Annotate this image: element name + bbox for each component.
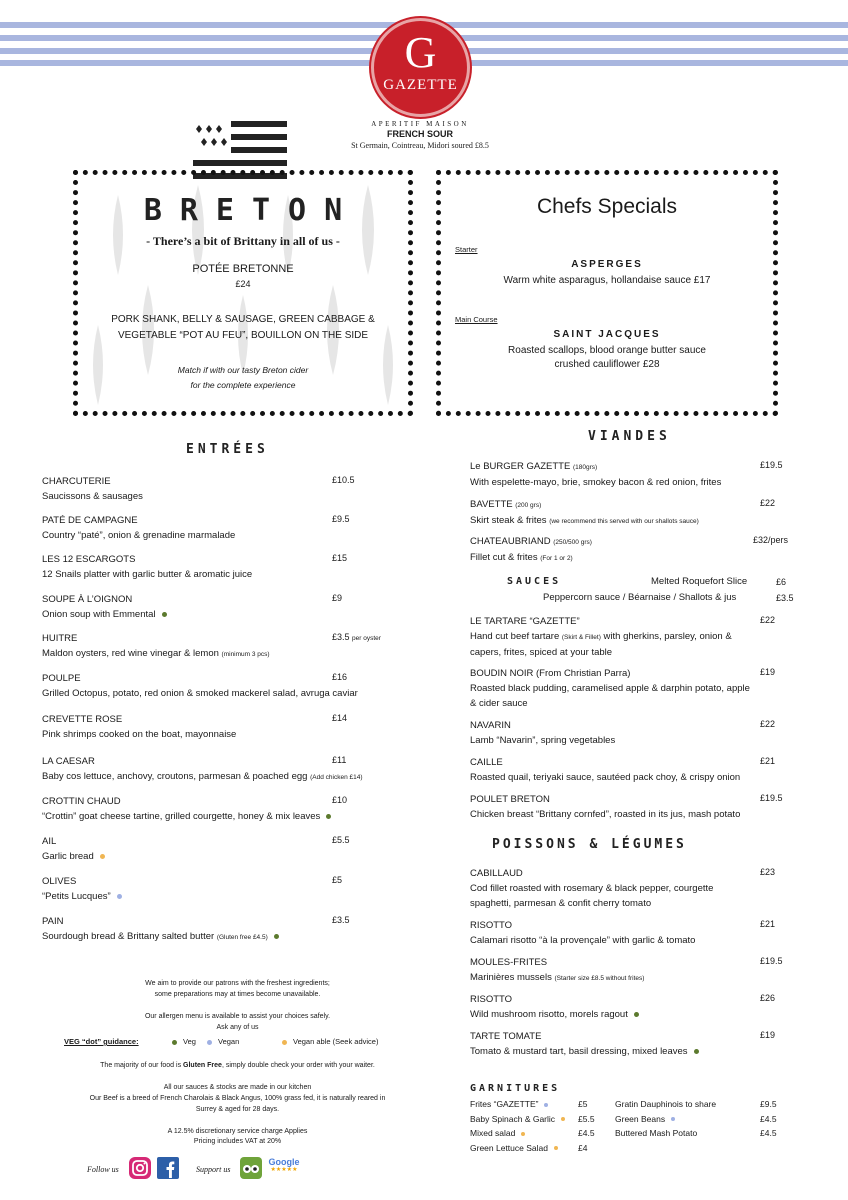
viande-name: LE TARTARE “GAZETTE” bbox=[470, 616, 580, 627]
viande-desc: Hand cut beef tartare bbox=[470, 631, 560, 642]
entrees-heading: ENTRÉES bbox=[186, 442, 269, 457]
sauce-list: Peppercorn sauce / Béarnaise / Shallots & jus bbox=[543, 592, 737, 603]
footer-fresh-2: some preparations may at times become unavailable. bbox=[154, 991, 321, 998]
chefs-specials-title: Chefs Specials bbox=[536, 195, 678, 218]
veg-dot-icon bbox=[162, 612, 167, 617]
viande-desc: Skirt steak & frites bbox=[470, 515, 547, 526]
poisson-desc: Cod fillet roasted with rosemary & black pepper, courgette bbox=[470, 883, 714, 894]
veg-dot-icon bbox=[634, 1012, 639, 1017]
garniture-name: Green Beans bbox=[615, 1113, 666, 1124]
entree-name: HUITRE bbox=[42, 633, 78, 644]
entree-price bbox=[332, 915, 350, 925]
advice-dot-icon bbox=[100, 854, 105, 859]
footer-beef-1: Our Beef is a breed of French Charolais & Black Angus, 100% grass fed, it is naturally reared in bbox=[89, 1095, 386, 1102]
viande-item bbox=[470, 755, 810, 785]
entree-name: OLIVES bbox=[42, 876, 77, 887]
breton-match-line2: for the complete experience bbox=[190, 380, 296, 390]
legend-vegan-label: Vegan bbox=[218, 1037, 240, 1046]
sauce-list-price: £3.5 bbox=[776, 593, 794, 603]
aperitif-label: APERITIF MAISON bbox=[371, 120, 469, 128]
viande-desc-line bbox=[470, 550, 810, 566]
viande-name-line bbox=[470, 718, 810, 733]
viande-name-note: (250/500 grs) bbox=[553, 539, 592, 546]
breton-tagline: - There’s a bit of Brittany in all of us - bbox=[146, 234, 340, 248]
viande-desc: Chicken breast “Brittany cornfed”, roasted in its jus, mash potato bbox=[470, 809, 741, 820]
viande-name-note: (200 grs) bbox=[515, 502, 542, 509]
main-course-desc-1: Roasted scallops, blood orange butter sauce bbox=[508, 345, 706, 356]
poisson-item bbox=[470, 992, 810, 1022]
viande-name-line bbox=[470, 792, 810, 807]
main-course-name: SAINT JACQUES bbox=[553, 329, 661, 340]
advice-dot-icon bbox=[561, 1117, 565, 1121]
entree-item bbox=[42, 754, 422, 785]
viande-name-line bbox=[470, 755, 810, 770]
legend-veg-label: Veg bbox=[183, 1037, 196, 1046]
garniture-name: Gratin Dauphinois to share bbox=[615, 1099, 717, 1109]
breton-match-line1: Match if with our tasty Breton cider bbox=[177, 365, 309, 375]
main-course-desc-2: crushed cauliflower £28 bbox=[554, 359, 660, 370]
poisson-price: £26 bbox=[760, 993, 776, 1003]
entree-desc-line bbox=[42, 489, 422, 504]
poisson-name-line bbox=[470, 918, 810, 933]
viande-desc-note: (For 1 or 2) bbox=[540, 555, 573, 562]
poisson-name-line bbox=[470, 1029, 810, 1044]
follow-us-label: Follow us bbox=[87, 1165, 119, 1174]
entree-item bbox=[42, 671, 422, 701]
entree-desc: Grilled Octopus, potato, red onion & smoked mackerel salad, avruga caviar bbox=[42, 688, 358, 699]
garniture-price: £5.5 bbox=[578, 1113, 595, 1124]
entree-price bbox=[332, 475, 355, 485]
entree-name: LA CAESAR bbox=[42, 756, 95, 767]
poisson-name: RISOTTO bbox=[470, 920, 513, 931]
garniture-price: £4.5 bbox=[760, 1113, 777, 1124]
entree-note: (Add chicken £14) bbox=[310, 774, 363, 781]
sauce-roquefort: Melted Roquefort Slice bbox=[651, 576, 748, 587]
entree-price bbox=[332, 835, 350, 845]
garniture-name: Baby Spinach & Garlic bbox=[470, 1113, 556, 1124]
google-review-icon[interactable] bbox=[267, 1157, 301, 1177]
garniture-item bbox=[470, 1143, 558, 1153]
viande-desc-2: with gherkins, parsley, onion & bbox=[603, 631, 732, 642]
veg-dot-icon bbox=[326, 814, 331, 819]
entree-item bbox=[42, 552, 422, 582]
entree-desc: Country “paté”, onion & grenadine marmalade bbox=[42, 530, 236, 541]
gazette-logo bbox=[371, 18, 470, 117]
footer-allergen: Our allergen menu is available to assist your choices safely. bbox=[144, 1013, 331, 1020]
garniture-item bbox=[470, 1114, 565, 1124]
garniture-item bbox=[615, 1099, 716, 1109]
vegan-dot-icon bbox=[207, 1040, 212, 1045]
entree-price-value: £5 bbox=[332, 875, 343, 885]
viande-price: £19.5 bbox=[760, 793, 783, 803]
viande-desc: Lamb “Navarin”, spring vegetables bbox=[470, 735, 616, 746]
support-us-label: Support us bbox=[196, 1165, 231, 1174]
footer-service: A 12.5% discretionary service charge Applies bbox=[167, 1128, 308, 1135]
entree-name: CHARCUTERIE bbox=[42, 476, 111, 487]
viande-name: CHATEAUBRIAND bbox=[470, 536, 551, 547]
poisson-name: TARTE TOMATE bbox=[470, 1031, 542, 1042]
breton-feature-box bbox=[73, 170, 413, 416]
entree-item bbox=[42, 513, 422, 543]
viande-name: BOUDIN NOIR (From Christian Parra) bbox=[470, 668, 631, 679]
breton-dish-name: POTÉE BRETONNE bbox=[192, 263, 294, 275]
veg-dot-icon bbox=[694, 1049, 699, 1054]
viande-price: £22 bbox=[760, 719, 776, 729]
poisson-desc: Calamari risotto “à la provençale” with garlic & tomato bbox=[470, 935, 696, 946]
viande-name-line bbox=[470, 666, 810, 681]
footer-fresh-1: We aim to provide our patrons with the freshest ingredients; bbox=[145, 980, 330, 987]
entree-price-value: £10 bbox=[332, 795, 348, 805]
entree-price bbox=[332, 795, 347, 805]
poisson-name-line bbox=[470, 866, 810, 881]
entree-price-value: £9.5 bbox=[332, 514, 350, 524]
poisson-name: MOULES-FRITES bbox=[470, 957, 548, 968]
entree-desc-line bbox=[42, 929, 422, 945]
entree-price-value: £3.5 bbox=[332, 915, 350, 925]
viande-name: BAVETTE bbox=[470, 499, 513, 510]
entree-price bbox=[332, 672, 347, 682]
poisson-price: £19 bbox=[760, 1030, 776, 1040]
viande-name-line bbox=[470, 497, 810, 513]
viande-desc-note: (we recommend this served with our shallots sauce) bbox=[549, 518, 699, 525]
vegan-able-dot-icon bbox=[282, 1040, 287, 1045]
aperitif-desc: St Germain, Cointreau, Midori soured £8.5 bbox=[351, 141, 489, 150]
viande-price: £32/pers bbox=[753, 535, 789, 545]
instagram-icon[interactable] bbox=[129, 1157, 151, 1179]
entree-desc-line bbox=[42, 769, 422, 785]
viande-name-note: (180grs) bbox=[572, 464, 598, 471]
footer-gluten-c: , simply double check your order with your waiter. bbox=[221, 1062, 375, 1069]
entree-price bbox=[332, 713, 347, 723]
footer-ask: Ask any of us bbox=[216, 1024, 259, 1031]
viande-desc-line bbox=[470, 629, 810, 645]
garniture-item bbox=[470, 1099, 548, 1109]
entree-price bbox=[332, 875, 342, 885]
poisson-desc-line bbox=[470, 881, 810, 896]
poisson-name-line bbox=[470, 955, 810, 970]
viande-item bbox=[470, 792, 810, 822]
entree-note: (minimum 3 pcs) bbox=[221, 651, 270, 658]
breton-match bbox=[88, 363, 398, 393]
viande-desc-line bbox=[470, 475, 810, 490]
entree-price bbox=[332, 593, 342, 603]
entree-name: SOUPE À L’OIGNON bbox=[42, 594, 133, 605]
entree-name: POULPE bbox=[42, 673, 81, 684]
garniture-item bbox=[470, 1128, 525, 1138]
entree-desc: Pink shrimps cooked on the boat, mayonnaise bbox=[42, 729, 237, 740]
entree-price-value: £9 bbox=[332, 593, 343, 603]
logo-name: GAZETTE bbox=[383, 77, 458, 93]
chefs-specials-box bbox=[436, 170, 778, 416]
entree-desc-line bbox=[42, 607, 422, 622]
advice-dot-icon bbox=[554, 1146, 558, 1150]
garniture-price: £4 bbox=[578, 1142, 588, 1153]
viande-desc-line bbox=[470, 681, 810, 696]
viande-desc-line bbox=[470, 513, 810, 529]
poisson-item bbox=[470, 866, 810, 911]
entree-item bbox=[42, 474, 422, 504]
viande-price: £22 bbox=[760, 498, 776, 508]
garniture-price: £4.5 bbox=[578, 1128, 595, 1138]
viande-desc: Roasted black pudding, caramelised apple & darphin potato, apple bbox=[470, 683, 750, 694]
entree-item bbox=[42, 794, 422, 824]
poisson-desc: Marinières mussels bbox=[470, 972, 552, 983]
footer-beef-2: Surrey & aged for 28 days. bbox=[195, 1106, 280, 1113]
viande-item bbox=[470, 459, 810, 490]
entree-price bbox=[332, 755, 346, 765]
breton-price: £24 bbox=[235, 279, 251, 289]
entree-desc-line bbox=[42, 849, 422, 864]
entree-desc: 12 Snails platter with garlic butter & aromatic juice bbox=[42, 569, 253, 580]
veg-guidance-label: VEG “dot” guidance: bbox=[64, 1037, 139, 1046]
entree-name: AIL bbox=[42, 836, 57, 847]
entree-desc: Saucissons & sausages bbox=[42, 491, 143, 502]
veg-dot-icon bbox=[172, 1040, 177, 1045]
entree-item bbox=[42, 914, 422, 945]
viande-price: £22 bbox=[760, 615, 776, 625]
entree-price-value: £15 bbox=[332, 553, 348, 563]
poisson-desc-line bbox=[470, 1007, 810, 1022]
viande-name-line bbox=[470, 614, 810, 629]
viande-price: £19.5 bbox=[760, 460, 783, 470]
poisson-price: £19.5 bbox=[760, 956, 783, 966]
google-stars-icon: ★★★★★ bbox=[270, 1167, 298, 1173]
entree-name: PATÉ DE CAMPAGNE bbox=[42, 515, 138, 526]
vegan-dot-icon bbox=[544, 1103, 548, 1107]
poisson-name: RISOTTO bbox=[470, 994, 513, 1005]
poisson-item bbox=[470, 1029, 810, 1059]
vegan-dot-icon bbox=[671, 1117, 675, 1121]
footer-sauces: All our sauces & stocks are made in our kitchen bbox=[163, 1084, 312, 1091]
entree-desc: “Petits Lucques” bbox=[42, 891, 111, 902]
legend-veg bbox=[172, 1037, 196, 1046]
viande-desc: Roasted quail, teriyaki sauce, sautéed pack choy, & crispy onion bbox=[470, 772, 741, 783]
entree-price-value: £14 bbox=[332, 713, 348, 723]
legend-vegan bbox=[207, 1037, 239, 1046]
entree-desc: “Crottin” goat cheese tartine, grilled courgette, honey & mix leaves bbox=[42, 811, 321, 822]
entree-price-value: £11 bbox=[332, 755, 347, 765]
starter-desc: Warm white asparagus, hollandaise sauce £17 bbox=[503, 275, 711, 286]
entree-note: (Gluten free £4.5) bbox=[216, 934, 268, 941]
viande-price: £19 bbox=[760, 667, 776, 677]
viandes-heading: VIANDES bbox=[588, 429, 671, 444]
entree-name: CREVETTE ROSE bbox=[42, 714, 123, 725]
viande-item bbox=[470, 497, 810, 529]
logo-letter: G bbox=[404, 28, 437, 77]
viande-desc: Fillet cut & frites bbox=[470, 552, 538, 563]
entree-price-value: £5.5 bbox=[332, 835, 350, 845]
viande-desc: With espelette-mayo, brie, smokey bacon & red onion, frites bbox=[470, 477, 722, 488]
viande-name: CAILLE bbox=[470, 757, 503, 768]
viande-item bbox=[470, 666, 810, 711]
sauces-heading: SAUCES bbox=[507, 576, 562, 587]
vegan-dot-icon bbox=[117, 894, 122, 899]
legend-vegan-advice-label: Vegan able (Seek advice) bbox=[293, 1037, 379, 1046]
entree-desc-line bbox=[42, 809, 422, 824]
poisson-desc: Tomato & mustard tart, basil dressing, mixed leaves bbox=[470, 1046, 688, 1057]
aperitif-block bbox=[300, 120, 540, 150]
tripadvisor-icon[interactable] bbox=[240, 1157, 262, 1179]
starter-label: Starter bbox=[455, 245, 478, 254]
entree-desc-line bbox=[42, 567, 422, 582]
viande-name-line bbox=[470, 459, 810, 475]
garniture-price: £5 bbox=[578, 1099, 588, 1109]
facebook-icon[interactable] bbox=[157, 1157, 179, 1179]
entree-name: CROTTIN CHAUD bbox=[42, 796, 121, 807]
garniture-item bbox=[615, 1114, 675, 1124]
footer-gluten-a: The majority of our food is bbox=[100, 1062, 184, 1069]
veg-dot-icon bbox=[274, 934, 279, 939]
viande-item bbox=[470, 614, 810, 660]
entree-item bbox=[42, 712, 422, 742]
garniture-price: £9.5 bbox=[760, 1099, 777, 1109]
poisson-desc-3: spaghetti, parmesan & confit cherry tomato bbox=[470, 898, 652, 909]
breton-title: BRETON bbox=[143, 193, 361, 228]
poisson-desc-line bbox=[470, 933, 810, 948]
footer-vat: Pricing includes VAT at 20% bbox=[193, 1138, 282, 1145]
garniture-name: Mixed salad bbox=[470, 1128, 516, 1138]
entree-price-value: £3.5 bbox=[332, 632, 350, 642]
garnitures-heading: GARNITURES bbox=[470, 1083, 561, 1094]
poisson-desc-note: (Starter size £8.5 without frites) bbox=[554, 975, 645, 982]
breton-desc: PORK SHANK, BELLY & SAUSAGE, GREEN CABBAGE & VEGETABLE “POT AU FEU”, BOUILLON ON THE SIDE bbox=[111, 314, 375, 341]
entree-desc: Maldon oysters, red wine vinegar & lemon bbox=[42, 648, 219, 659]
viande-desc-line bbox=[470, 770, 810, 785]
viande-desc-3: & cider sauce bbox=[470, 698, 528, 709]
viande-desc-line bbox=[470, 807, 810, 822]
garniture-name: Buttered Mash Potato bbox=[615, 1128, 698, 1138]
entree-item bbox=[42, 592, 422, 622]
poisson-desc-line bbox=[470, 1044, 810, 1059]
viande-desc-line bbox=[470, 733, 810, 748]
poisson-item bbox=[470, 955, 810, 986]
entree-name: LES 12 ESCARGOTS bbox=[42, 554, 136, 565]
entree-desc-line bbox=[42, 889, 422, 904]
footer-gluten-b: Gluten Free bbox=[183, 1062, 222, 1069]
sauce-roquefort-price: £6 bbox=[776, 577, 787, 587]
garniture-price: £4.5 bbox=[760, 1128, 777, 1138]
entree-item bbox=[42, 834, 422, 864]
entree-desc-line bbox=[42, 686, 422, 701]
garniture-name: Frites “GAZETTE” bbox=[470, 1099, 539, 1109]
google-label: Google bbox=[268, 1157, 300, 1167]
entree-desc: Baby cos lettuce, anchovy, croutons, parmesan & poached egg bbox=[42, 771, 308, 782]
viande-desc-3: capers, frites, spiced at your table bbox=[470, 647, 613, 658]
main-course-label: Main Course bbox=[455, 315, 498, 324]
poisson-name: CABILLAUD bbox=[470, 868, 523, 879]
viande-desc-note: (Skirt & Fillet) bbox=[561, 634, 601, 641]
advice-dot-icon bbox=[521, 1132, 525, 1136]
entree-price bbox=[332, 514, 350, 524]
viande-name: POULET BRETON bbox=[470, 794, 550, 805]
entree-price bbox=[332, 553, 347, 563]
poisson-desc: Wild mushroom risotto, morels ragout bbox=[470, 1009, 628, 1020]
poisson-name-line bbox=[470, 992, 810, 1007]
legend-vegan-advice bbox=[282, 1037, 378, 1046]
garniture-item bbox=[615, 1128, 697, 1138]
footer-gluten bbox=[40, 1061, 435, 1071]
entree-name: PAIN bbox=[42, 916, 64, 927]
starter-name: ASPERGES bbox=[571, 259, 643, 270]
entree-desc-line bbox=[42, 646, 422, 662]
aperitif-name: FRENCH SOUR bbox=[386, 129, 453, 139]
entree-price-value: £16 bbox=[332, 672, 348, 682]
entree-desc-line bbox=[42, 727, 422, 742]
poisson-price: £21 bbox=[760, 919, 776, 929]
viande-price: £21 bbox=[760, 756, 776, 766]
garniture-name: Green Lettuce Salad bbox=[470, 1142, 548, 1153]
entree-desc: Garlic bread bbox=[42, 851, 94, 862]
poisson-desc-line bbox=[470, 970, 810, 986]
poisson-price: £23 bbox=[760, 867, 776, 877]
entree-item bbox=[42, 874, 422, 904]
entree-price-note: per oyster bbox=[352, 635, 381, 642]
poisson-item bbox=[470, 918, 810, 948]
viande-name: NAVARIN bbox=[470, 720, 511, 731]
entree-desc-line bbox=[42, 528, 422, 543]
entree-price bbox=[332, 632, 381, 642]
viande-name: Le BURGER GAZETTE bbox=[470, 461, 571, 472]
entree-price-value: £10.5 bbox=[332, 475, 355, 485]
entree-desc: Onion soup with Emmental bbox=[42, 609, 156, 620]
viande-item bbox=[470, 718, 810, 748]
entree-desc: Sourdough bread & Brittany salted butter bbox=[42, 931, 215, 942]
poissons-heading: POISSONS & LÉGUMES bbox=[492, 837, 687, 852]
